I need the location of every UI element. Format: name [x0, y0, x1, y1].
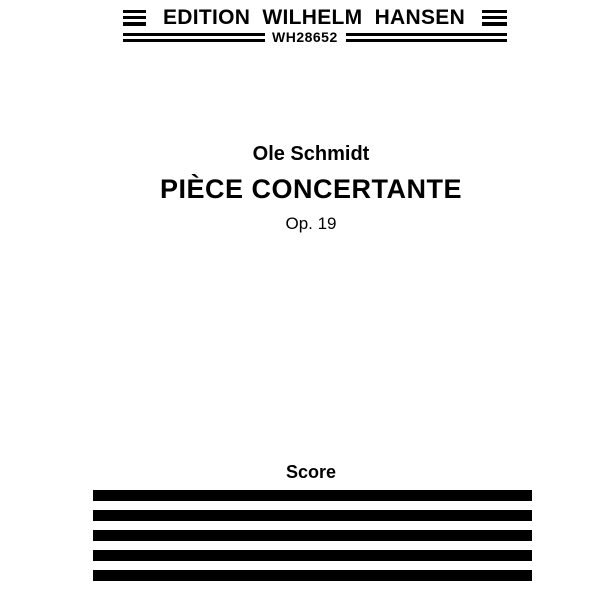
rule-bar [482, 22, 507, 25]
catalog-number: WH28652 [272, 29, 338, 45]
opus-number: Op. 19 [285, 214, 337, 233]
bottom-rules [93, 490, 532, 581]
catalog-number-row [123, 29, 507, 45]
publisher-name: EDITION WILHELM HANSEN [162, 6, 466, 29]
rule-bar [346, 39, 507, 42]
rule-bar [123, 39, 265, 42]
double-rule-left-icon [123, 33, 265, 42]
triple-bars-right-icon [482, 10, 507, 26]
thick-rule [93, 550, 532, 561]
publisher-name-row [123, 6, 507, 29]
rule-bar [123, 10, 146, 13]
work-title: PIÈCE CONCERTANTE [159, 174, 463, 204]
thick-rule [93, 530, 532, 541]
rule-bar [123, 16, 146, 19]
double-rule-right-icon [346, 33, 507, 42]
thick-rule [93, 510, 532, 521]
rule-bar [482, 16, 507, 19]
publisher-header [123, 6, 507, 45]
thick-rule [93, 490, 532, 501]
title-block [12, 144, 610, 232]
rule-bar [123, 33, 265, 36]
rule-bar [123, 22, 146, 25]
composer-name: Ole Schmidt [252, 143, 370, 165]
triple-bars-left-icon [123, 10, 146, 26]
score-label: Score [285, 462, 337, 482]
thick-rule [93, 570, 532, 581]
rule-bar [482, 10, 507, 13]
rule-bar [346, 33, 507, 36]
